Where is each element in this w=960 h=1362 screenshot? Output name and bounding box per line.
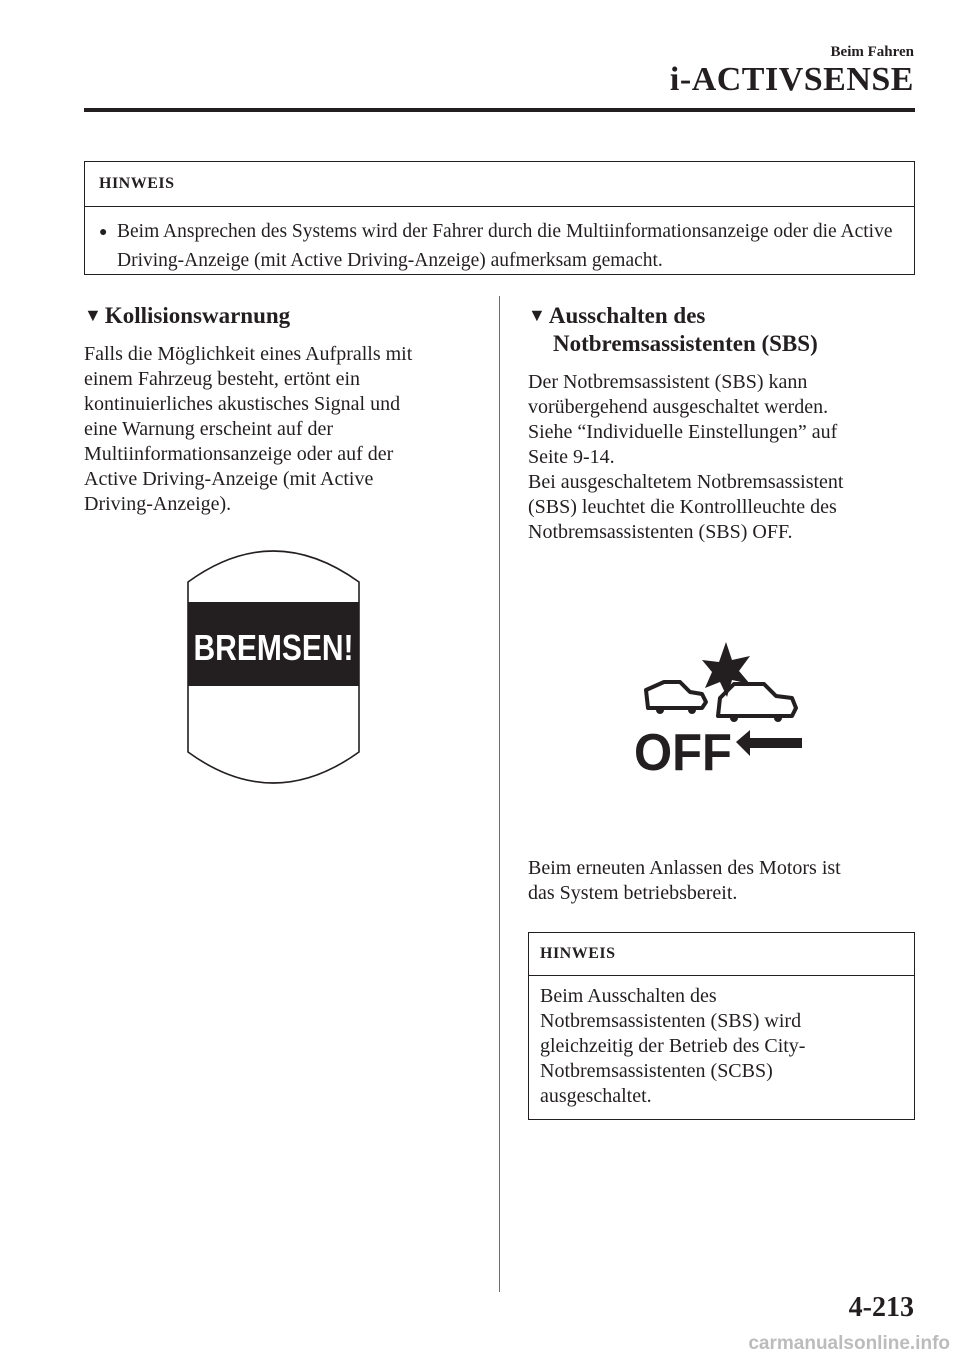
text-line: Bei ausgeschaltetem Notbremsassistent [528, 471, 844, 493]
text-line: ausgeschaltet. [540, 1085, 652, 1107]
note-bullet-text: Beim Ansprechen des Systems wird der Fahrer durch die Multiinformationsanzeige oder die Active Driving-Anzeige (mit Active Driving-Anzeige) aufmerksam gemacht. [117, 221, 893, 271]
text-line: Multiinformationsanzeige oder auf der [84, 443, 394, 465]
header-rule [84, 108, 915, 112]
note-body [529, 976, 914, 1109]
section-heading-text: Ausschalten des [548, 303, 706, 328]
sbs-off-warning-light-icon [632, 640, 804, 782]
chapter-title: i-ACTIVSENSE [669, 61, 914, 98]
section-heading-ausschalten-line2: Notbremsassistenten (SBS) [553, 331, 818, 356]
section-heading-ausschalten [528, 300, 705, 331]
bremsen-display-text: BREMSEN! [193, 627, 354, 668]
chapter-subtitle: Beim Fahren [830, 44, 914, 60]
section-text-restart [528, 856, 918, 906]
note-heading: HINWEIS [529, 933, 914, 976]
bremsen-warning-display-illustration [185, 542, 362, 790]
bullet-icon: ● [99, 225, 108, 240]
text-line: Driving-Anzeige). [84, 493, 232, 515]
text-line: kontinuierliches akustisches Signal und [84, 393, 401, 415]
section-text-ausschalten [528, 370, 918, 545]
text-line: Notbremsassistenten (SCBS) [540, 1060, 773, 1082]
column-divider [499, 296, 500, 1292]
triangle-marker-icon: ▼ [528, 305, 546, 325]
text-line: Active Driving-Anzeige (mit Active [84, 468, 374, 490]
text-line: Beim erneuten Anlassen des Motors ist [528, 857, 841, 879]
section-text-kollisionswarnung [84, 342, 494, 517]
page-number: 4-213 [848, 1292, 914, 1323]
triangle-marker-icon: ▼ [84, 305, 102, 325]
text-line: Falls die Möglichkeit eines Aufpralls mit [84, 343, 413, 365]
text-line: Siehe “Individuelle Einstellungen” auf [528, 421, 838, 443]
text-line: Der Notbremsassistent (SBS) kann [528, 371, 808, 393]
note-box-top [84, 161, 915, 275]
text-line: einem Fahrzeug besteht, ertönt ein [84, 368, 361, 390]
footer-watermark: carmanualsonline.info [748, 1333, 950, 1354]
text-line: das System betriebsbereit. [528, 882, 738, 904]
note-heading: HINWEIS [85, 162, 914, 207]
text-line: Notbremsassistenten (SBS) wird [540, 1010, 802, 1032]
text-line: Seite 9-14. [528, 446, 615, 468]
text-line: eine Warnung erscheint auf der [84, 418, 334, 440]
section-heading-kollisionswarnung [84, 300, 484, 331]
text-line: (SBS) leuchtet die Kontrollleuchte des [528, 496, 837, 518]
text-line: vorübergehend ausgeschaltet werden. [528, 396, 829, 418]
text-line: gleichzeitig der Betrieb des City- [540, 1035, 806, 1057]
section-heading-text: Kollisionswarnung [104, 303, 291, 328]
text-line: Beim Ausschalten des [540, 985, 717, 1007]
off-icon-text: OFF [634, 724, 732, 782]
note-body [85, 207, 914, 275]
note-box-bottom [528, 932, 915, 1120]
text-line: Notbremsassistenten (SBS) OFF. [528, 521, 793, 543]
